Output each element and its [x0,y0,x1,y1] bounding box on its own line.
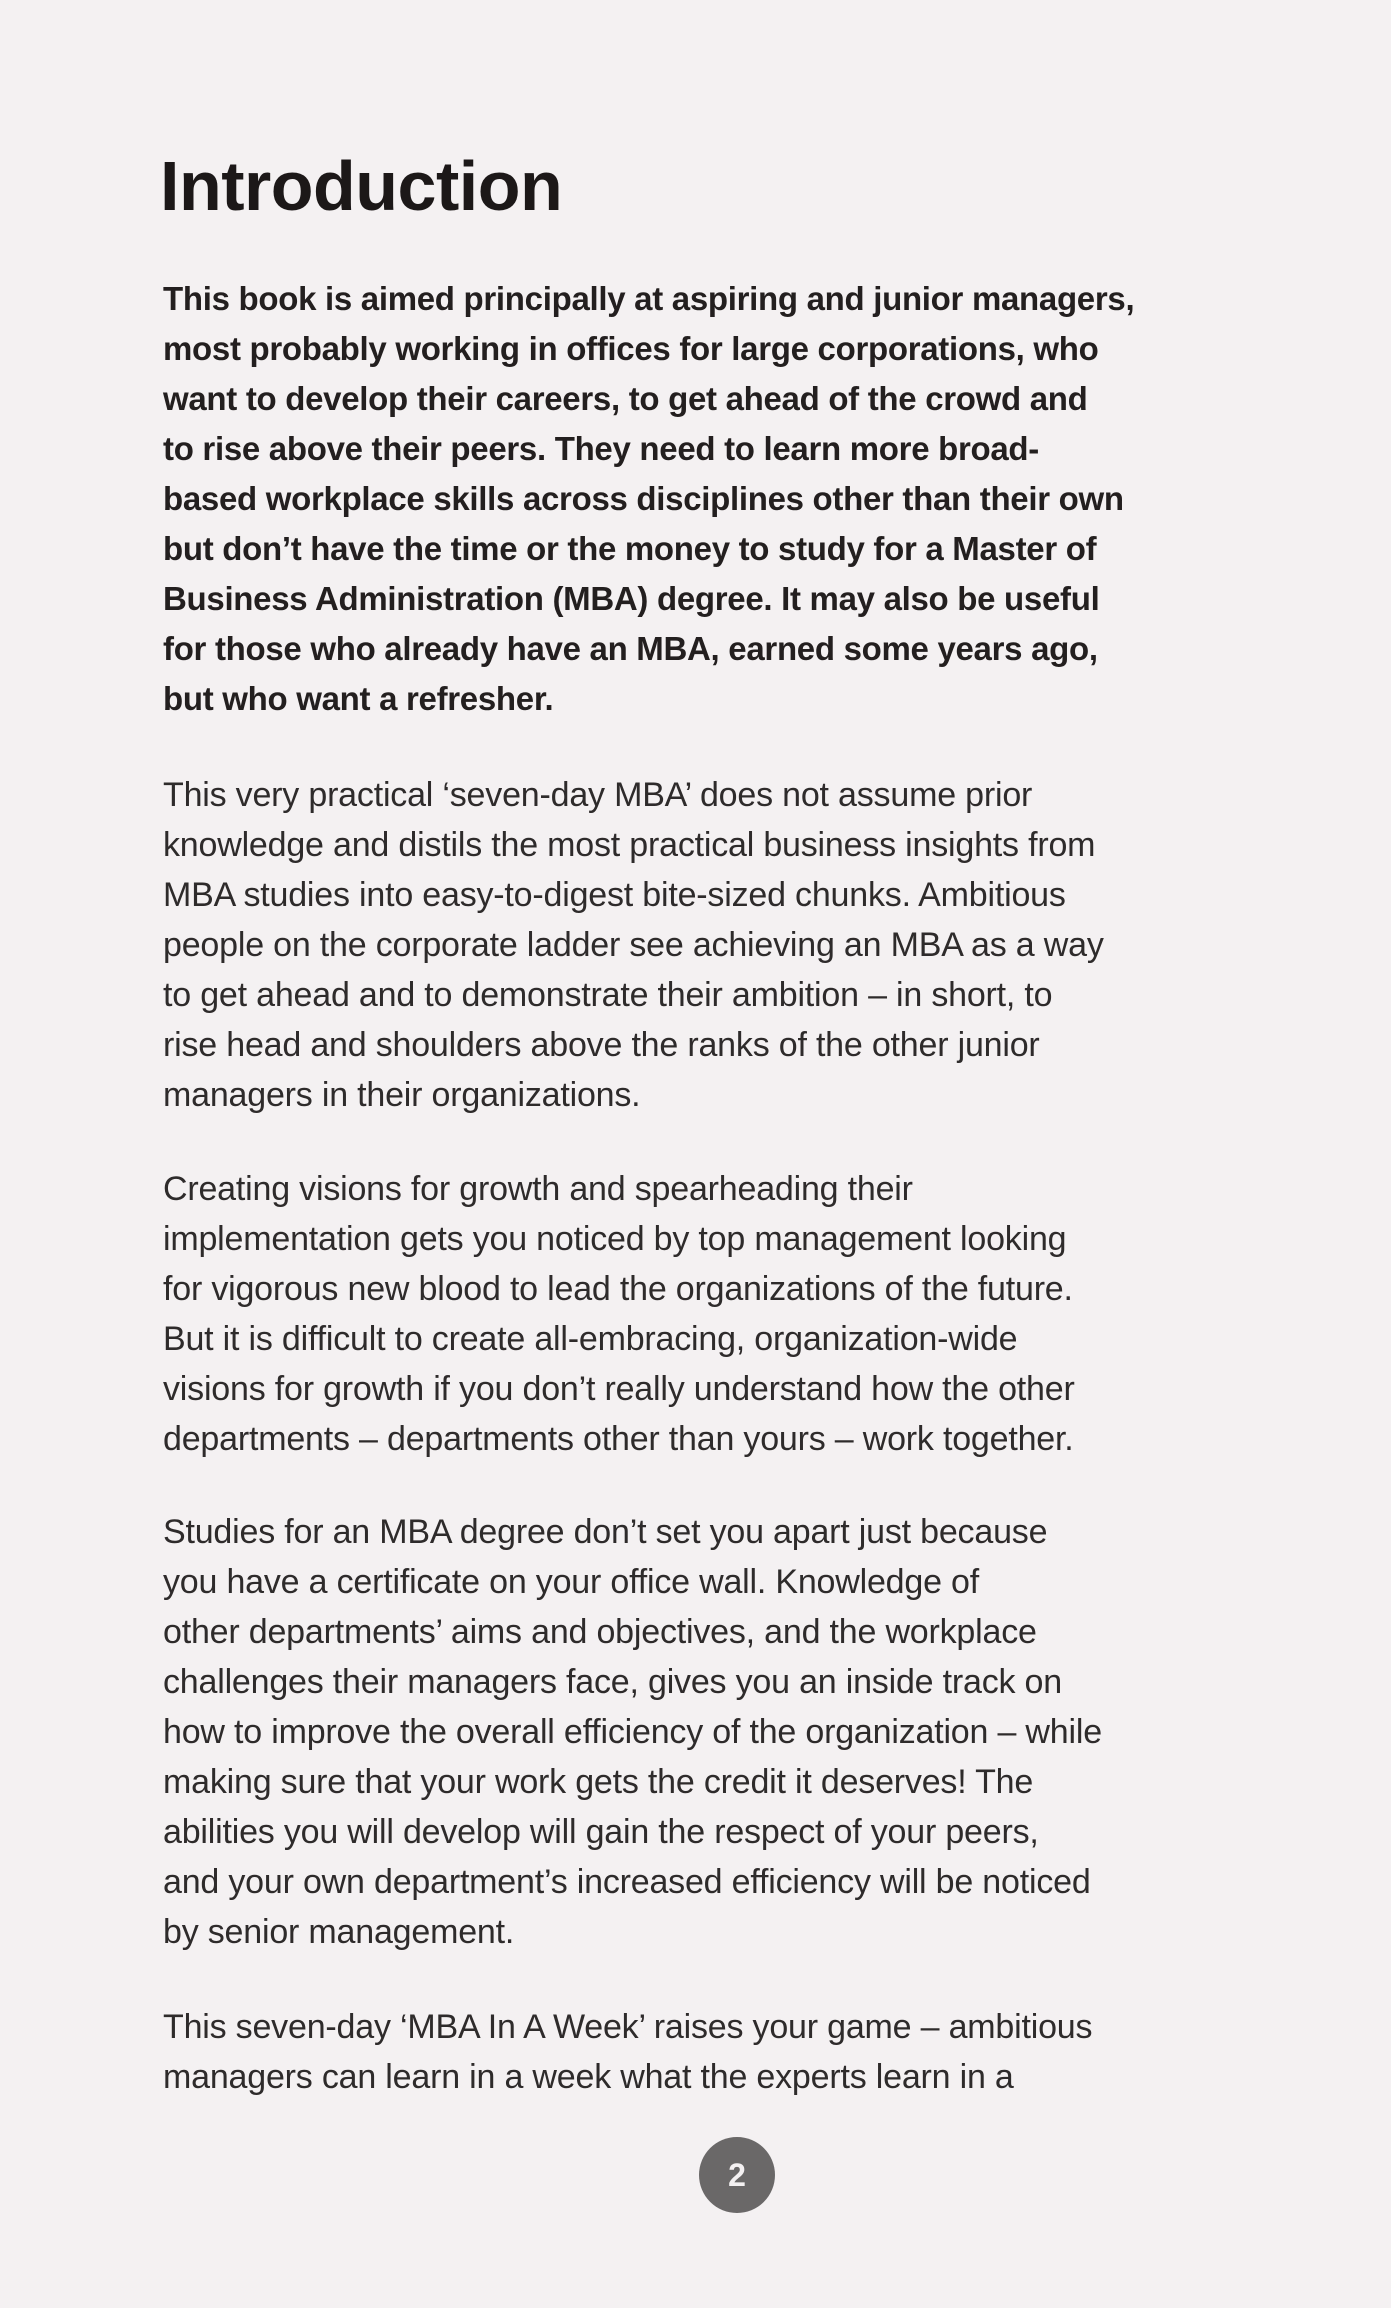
text-line: based workplace skills across disciplines other than their own [163,480,1124,517]
body-paragraph [163,1164,1075,1464]
text-line: MBA studies into easy-to-digest bite-sized chunks. Ambitious [163,876,1066,914]
text-line: you have a certificate on your office wall. Knowledge of [163,1563,979,1601]
text-line: and your own department’s increased efficiency will be noticed [163,1863,1091,1901]
text-line: abilities you will develop will gain the respect of your peers, [163,1813,1039,1851]
text-line: but don’t have the time or the money to study for a Master of [163,530,1097,567]
text-line: to rise above their peers. They need to learn more broad- [163,430,1039,467]
text-line: by senior management. [163,1913,515,1951]
text-line: other departments’ aims and objectives, and the workplace [163,1613,1037,1651]
intro-lead-paragraph [163,274,1134,724]
text-line: people on the corporate ladder see achieving an MBA as a way [163,926,1104,964]
text-line: Business Administration (MBA) degree. It may also be useful [163,580,1100,617]
text-line: But it is difficult to create all-embracing, organization-wide [163,1320,1018,1358]
text-line: for vigorous new blood to lead the organizations of the future. [163,1270,1073,1308]
text-line: knowledge and distils the most practical business insights from [163,826,1096,864]
text-line: implementation gets you noticed by top management looking [163,1220,1067,1258]
text-line: making sure that your work gets the credit it deserves! The [163,1763,1034,1801]
body-paragraph [163,1507,1102,1957]
text-line: This very practical ‘seven-day MBA’ does not assume prior [163,776,1033,814]
text-line: challenges their managers face, gives you an inside track on [163,1663,1062,1701]
text-line: Creating visions for growth and spearheading their [163,1170,913,1208]
text-line: rise head and shoulders above the ranks of the other junior [163,1026,1040,1064]
page-number-badge: 2 [699,2137,775,2213]
text-line: want to develop their careers, to get ahead of the crowd and [163,380,1088,417]
text-line: how to improve the overall efficiency of the organization – while [163,1713,1102,1751]
text-line: departments – departments other than yours – work together. [163,1420,1074,1458]
text-line: but who want a refresher. [163,680,554,717]
text-line: most probably working in offices for large corporations, who [163,330,1099,367]
text-line: Studies for an MBA degree don’t set you apart just because [163,1513,1048,1551]
body-paragraph [163,770,1104,1120]
text-line: managers in their organizations. [163,1076,641,1114]
text-line: for those who already have an MBA, earned some years ago, [163,630,1098,667]
body-paragraph [163,2002,1092,2102]
text-line: This seven-day ‘MBA In A Week’ raises your game – ambitious [163,2008,1093,2046]
text-line: This book is aimed principally at aspiring and junior managers, [163,280,1135,317]
page-title: Introduction [160,147,563,225]
text-line: visions for growth if you don’t really understand how the other [163,1370,1075,1408]
text-line: to get ahead and to demonstrate their ambition – in short, to [163,976,1053,1014]
text-line: managers can learn in a week what the experts learn in a [163,2058,1014,2096]
